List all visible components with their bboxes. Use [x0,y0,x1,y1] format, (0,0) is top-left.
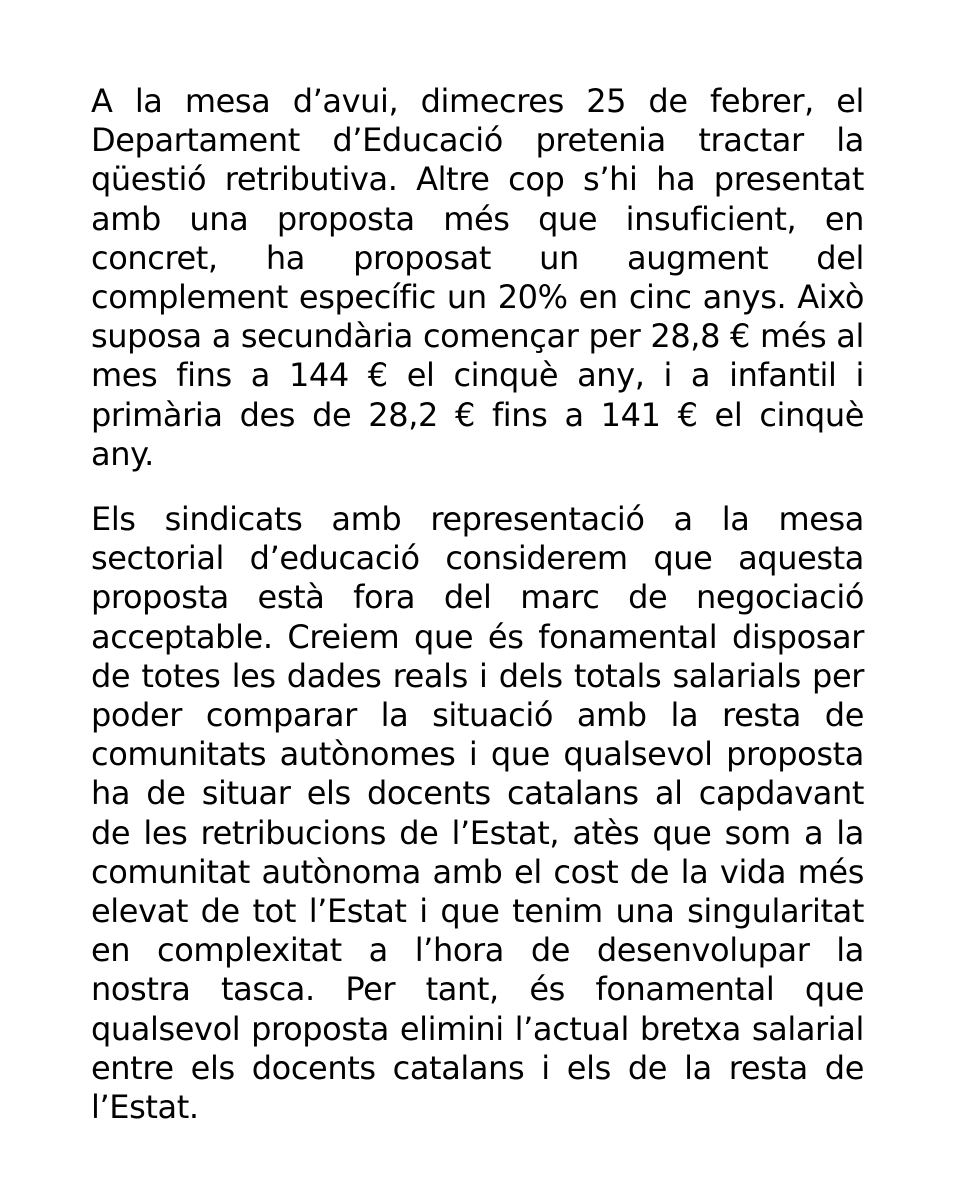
document-body [91,82,864,1127]
paragraph-salary-proposal: A la mesa d’avui, dimecres 25 de febrer, el Departament d’Educació pretenia tractar la qüestió retributiva. Altre cop s’hi ha presentat amb una proposta més que insuficient, en concret, ha proposat un augment del complement específic un 20% en cinc anys. Això suposa a secundària començar per 28,8 € més al mes fins a 144 € el cinquè any, i a infantil i primària des de 28,2 € fins a 141 € el cinquè any. [91,82,864,473]
paragraph-union-position: Els sindicats amb representació a la mesa sectorial d’educació considerem que aquesta proposta està fora del marc de negociació acceptable. Creiem que és fonamental disposar de totes les dades reals i dels totals salarials per poder comparar la situació amb la resta de comunitats autònomes i que qualsevol proposta ha de situar els docents catalans al capdavant de les retribucions de l’Estat, atès que som a la comunitat autònoma amb el cost de la vida més elevat de tot l’Estat i que tenim una singularitat en complexitat a l’hora de desenvolupar la nostra tasca. Per tant, és fonamental que qualsevol proposta elimini l’actual bretxa salarial entre els docents catalans i els de la resta de l’Estat. [91,500,864,1127]
